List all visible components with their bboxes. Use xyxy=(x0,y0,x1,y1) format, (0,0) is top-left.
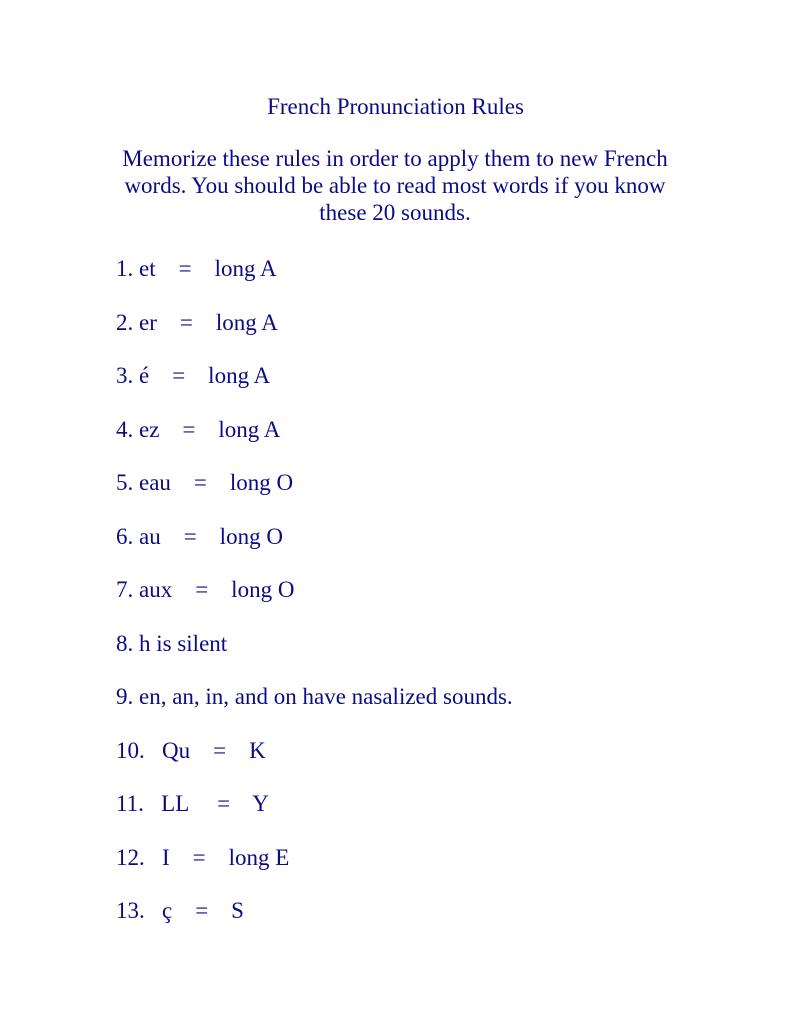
rule-item: 8. h is silent xyxy=(116,630,228,656)
rule-item: 11. LL = Y xyxy=(116,791,269,816)
rule-item: 7. aux = long O xyxy=(116,577,295,602)
rules-list xyxy=(116,254,513,950)
rule-item: 3. é = long A xyxy=(116,363,271,388)
rule-item: 12. I = long E xyxy=(116,844,290,870)
rule-item: 13. ç = S xyxy=(116,898,244,923)
rule-item: 2. er = long A xyxy=(116,309,278,335)
intro-paragraph: Memorize these rules in order to apply them to new French words. You should be able to read most words if you know these 20 sounds. xyxy=(122,146,668,225)
rule-item: 4. ez = long A xyxy=(116,416,281,442)
rule-item: 5. eau = long O xyxy=(116,470,294,495)
document-title: French Pronunciation Rules xyxy=(267,94,524,119)
rule-item: 9. en, an, in, and on have nasalized sounds. xyxy=(116,684,513,709)
rule-item: 10. Qu = K xyxy=(116,737,266,763)
rule-item: 1. et = long A xyxy=(116,256,277,281)
rule-item: 6. au = long O xyxy=(116,523,283,549)
